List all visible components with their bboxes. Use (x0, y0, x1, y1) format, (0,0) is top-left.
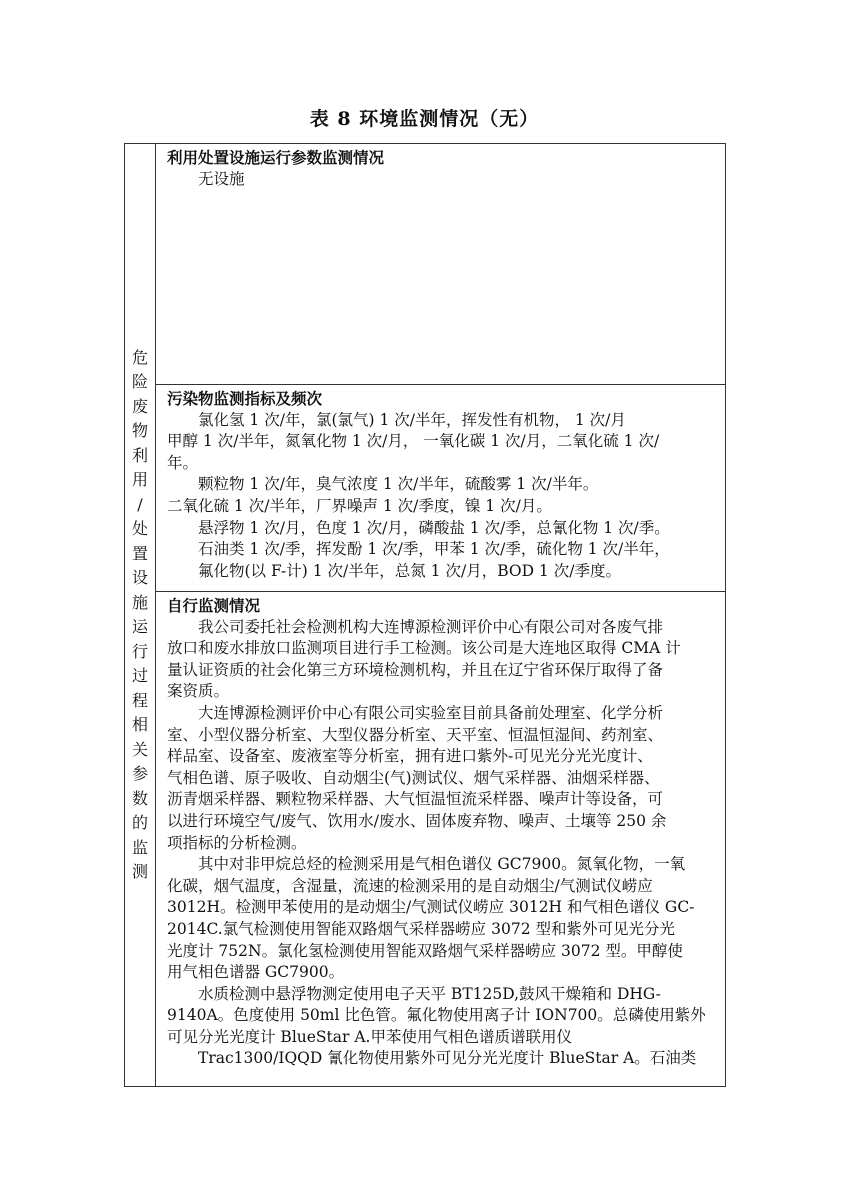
text-line: 样品室、设备室、废液室等分析室，拥有进口紫外-可见光分光光度计、 (167, 747, 653, 766)
text-line: 其中对非甲烷总烃的检测采用是气相色谱仪 GC7900。氮氧化物，一氧 (198, 855, 686, 874)
text-line: 水质检测中悬浮物测定使用电子天平 BT125D,鼓风干燥箱和 DHG- (198, 984, 661, 1003)
text-line: 可见分光光度计 BlueStar A.甲苯使用气相色谱质谱联用仪 (167, 1027, 572, 1046)
text-line: 悬浮物 1 次/月，色度 1 次/月，磷酸盐 1 次/季，总氰化物 1 次/季。 (198, 518, 670, 537)
side-label-char: 危 (131, 347, 148, 367)
section-heading: 污染物监测指标及频次 (167, 389, 323, 408)
side-label-char: 用 (131, 470, 148, 489)
text-line: 甲醇 1 次/半年，氮氧化物 1 次/月， 一氧化碳 1 次/月，二氧化硫 1 次/ (167, 432, 660, 451)
text-line: 氟化物(以 F-计) 1 次/半年，总氮 1 次/月，BOD 1 次/季度。 (198, 561, 621, 580)
text-line: 9140A。色度使用 50ml 比色管。氟化物使用离子计 ION700。总磷使用紫外 (167, 1006, 706, 1025)
side-label-char: 数 (131, 788, 148, 808)
side-label-char: 物 (131, 421, 148, 440)
side-label-char: / (137, 494, 143, 514)
text-line: 室、小型仪器分析室、大型仪器分析室、天平室、恒温恒湿间、药剂室、 (167, 725, 664, 744)
text-line: 颗粒物 1 次/年，臭气浓度 1 次/半年，硫酸雾 1 次/半年。 (198, 475, 599, 494)
side-label-char: 置 (131, 543, 148, 563)
side-label-char: 施 (131, 592, 148, 612)
side-label-char: 过 (131, 666, 148, 685)
text-line: 放口和废水排放口监测项目进行手工检测。该公司是大连地区取得 CMA 计 (167, 639, 681, 658)
text-line: 气相色谱、原子吸收、自动烟尘(气)测试仪、烟气采样器、油烟采样器、 (167, 768, 660, 787)
text-line: 化碳，烟气温度，含湿量，流速的检测采用的是自动烟尘/气测试仪崂应 (167, 876, 653, 895)
section-facility-params (156, 144, 726, 385)
text-line: 量认证资质的社会化第三方环境检测机构，并且在辽宁省环保厅取得了备 (167, 660, 664, 679)
side-label-char: 行 (131, 641, 148, 661)
text-line: 石油类 1 次/季，挥发酚 1 次/季，甲苯 1 次/季，硫化物 1 次/半年， (198, 540, 670, 559)
side-label-char: 废 (131, 396, 148, 416)
side-label-char: 监 (131, 837, 148, 857)
side-label-char: 险 (131, 372, 148, 391)
section-pollutant-frequency (156, 385, 726, 592)
text-line: 我公司委托社会检测机构大连博源检测评价中心有限公司对各废气排 (198, 617, 664, 636)
text-line: 大连博源检测评价中心有限公司实验室目前具备前处理室、化学分析 (198, 703, 664, 722)
text-line: 氯化氢 1 次/年，氯(氯气) 1 次/半年，挥发性有机物， 1 次/月 (198, 410, 626, 429)
side-label-char: 关 (131, 739, 148, 759)
text-line: 用气相色谱器 GC7900。 (167, 963, 345, 982)
side-label-char: 测 (131, 862, 148, 881)
side-label-char: 相 (131, 715, 148, 734)
text-line: 项指标的分析检测。 (167, 833, 307, 852)
text-line: 无设施 (198, 169, 245, 188)
text-line: 2014C.氯气检测使用智能双路烟气采样器崂应 3072 型和紫外可见光分光 (167, 919, 675, 938)
side-label-char: 设 (131, 568, 148, 587)
text-line: Trac1300/IQQD 氰化物使用紫外可见分光光度计 BlueStar A。石油类 (198, 1049, 697, 1068)
text-line: 二氧化硫 1 次/半年，厂界噪声 1 次/季度，镍 1 次/月。 (167, 496, 552, 515)
text-line: 案资质。 (167, 682, 230, 701)
side-label-char: 程 (131, 690, 148, 710)
section-heading: 自行监测情况 (167, 596, 261, 615)
page-title: 表 8 环境监测情况（无） (309, 108, 540, 130)
text-line: 以进行环境空气/废气、饮用水/废水、固体废弃物、噪声、土壤等 250 余 (167, 811, 667, 830)
text-line: 光度计 752N。氯化氢检测使用智能双路烟气采样器崂应 3072 型。甲醇使 (167, 941, 683, 960)
side-label-char: 运 (131, 617, 148, 636)
side-label-char: 处 (131, 519, 148, 538)
side-label (125, 144, 156, 1087)
side-label-char: 利 (131, 445, 148, 465)
section-self-monitoring (156, 592, 726, 1087)
text-line: 年。 (167, 453, 199, 472)
section-heading: 利用处置设施运行参数监测情况 (167, 148, 385, 167)
side-label-char: 参 (131, 764, 148, 783)
text-line: 沥青烟采样器、颗粒物采样器、大气恒温恒流采样器、噪声计等设备，可 (167, 790, 664, 809)
monitoring-table (124, 143, 726, 1087)
side-label-char: 的 (131, 813, 148, 832)
text-line: 3012H。检测甲苯使用的是动烟尘/气测试仪崂应 3012H 和气相色谱仪 GC- (167, 898, 695, 917)
